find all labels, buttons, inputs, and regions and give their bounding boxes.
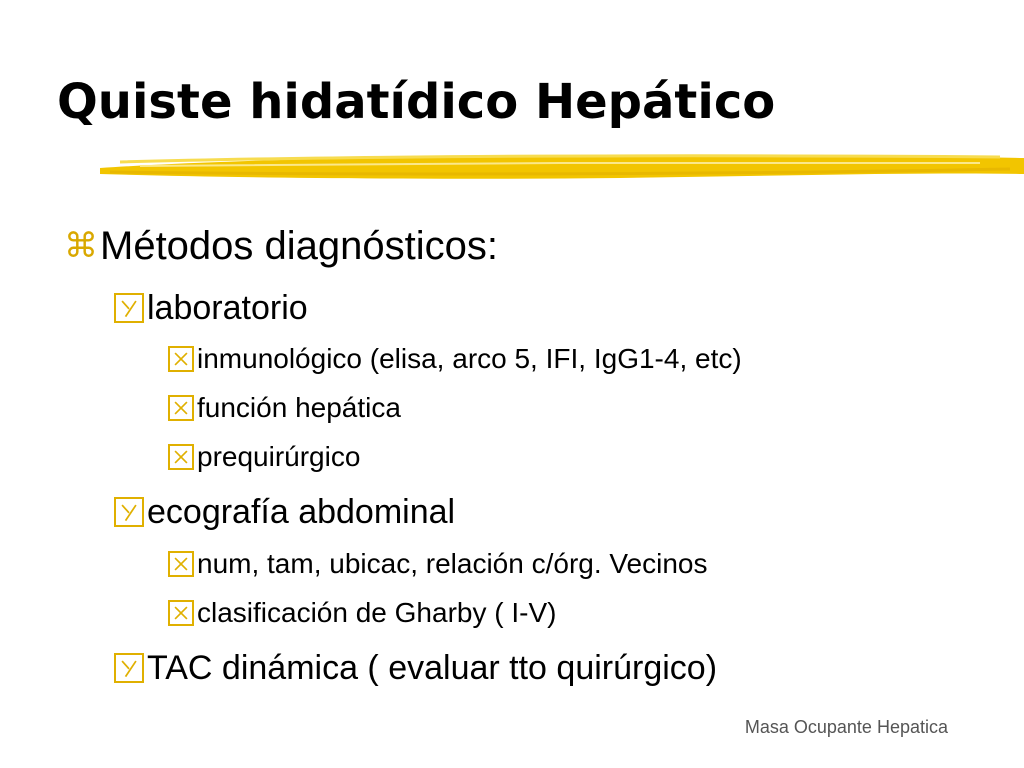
x-box-icon [168, 600, 194, 626]
command-icon: ⌘ [64, 226, 98, 266]
bullet-metodos [64, 226, 498, 266]
bullet-text: TAC dinámica ( evaluar tto quirúrgico) [147, 649, 718, 687]
bullet-text: ecografía abdominal [147, 493, 456, 531]
slide-title: Quiste hidatídico Hepático [57, 74, 776, 130]
bullet-text: clasificación de Gharby ( I-V) [197, 597, 557, 628]
bullet-num-tam [168, 550, 707, 578]
bullet-text: laboratorio [147, 289, 308, 327]
title-underline-brushstroke [100, 148, 1024, 184]
y-box-icon [114, 497, 144, 527]
x-box-icon [168, 395, 194, 421]
bullet-text: prequirúrgico [197, 441, 361, 472]
bullet-funcion-hepatica [168, 394, 401, 422]
x-box-icon [168, 346, 194, 372]
slide-footer: Masa Ocupante Hepatica [744, 717, 948, 737]
bullet-tac [114, 651, 717, 685]
y-box-icon [114, 653, 144, 683]
bullet-prequirurgico [168, 443, 360, 471]
x-box-icon [168, 444, 194, 470]
bullet-text: función hepática [197, 392, 401, 423]
bullet-inmunologico [168, 345, 742, 373]
bullet-text: inmunológico (elisa, arco 5, IFI, IgG1-4, etc) [197, 343, 742, 374]
bullet-clasificacion [168, 599, 556, 627]
bullet-text: Métodos diagnósticos: [100, 224, 499, 268]
y-box-icon [114, 293, 144, 323]
x-box-icon [168, 551, 194, 577]
bullet-ecografia [114, 495, 455, 529]
bullet-text: num, tam, ubicac, relación c/órg. Vecinos [197, 548, 708, 579]
bullet-laboratorio [114, 291, 308, 325]
